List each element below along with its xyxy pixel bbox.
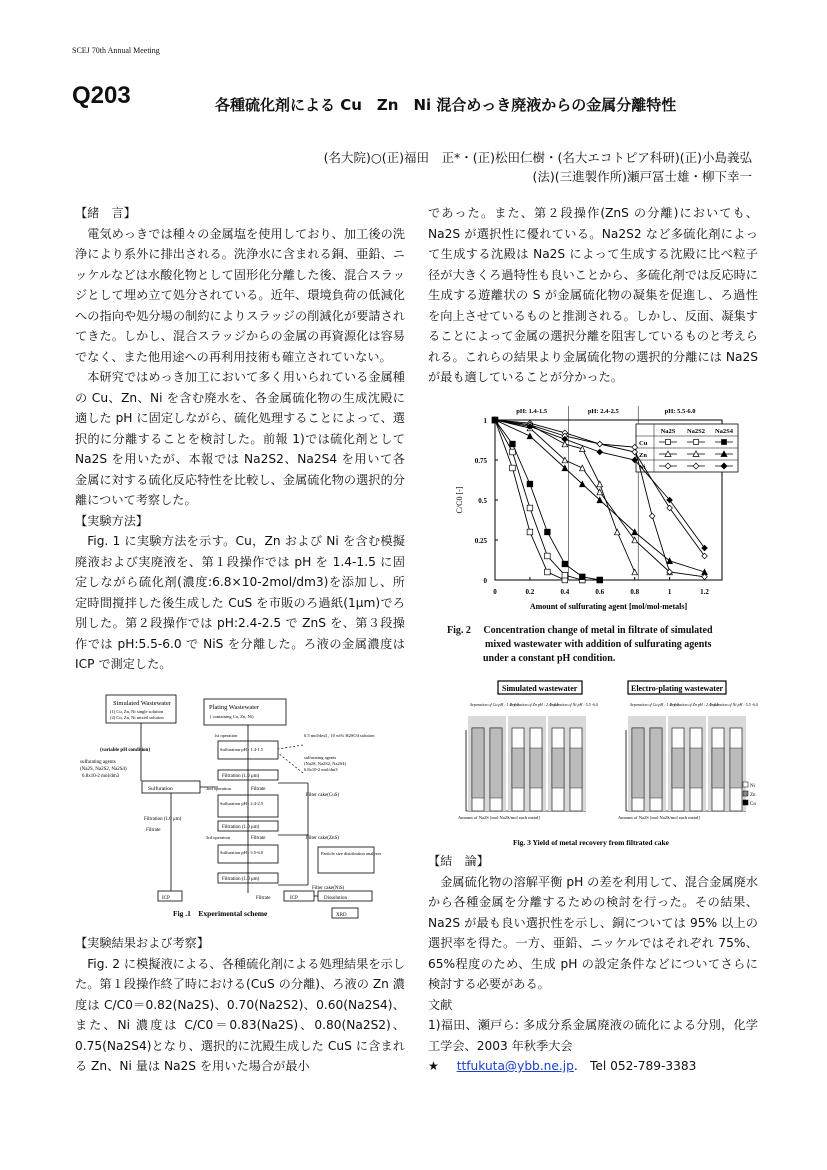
psd-label: Particle size distribution analyzer [321,851,382,856]
fig3-bar-segment [512,748,524,788]
fig3-xlabel-2: Amount of Na2S [mol Na2S/mol each metal] [618,815,700,820]
fig2-point [562,572,568,578]
fig2-legend-marker [694,440,699,445]
fig2-point [580,574,586,580]
intro-paragraph-2: 本研究ではめっき加工において多く用いられている金属種の Cu、Zn、Ni を含む廃水を、各金属硫化物の生成沈殿に適した pH に固定しながら、硫化処理することによって、選択的に分離することを検討した。前報 1)では硫化剤として Na2S を用いたが、本報では Na2S2、Na2S4 を用いて各金属に対する硫化反応特性を比較し、金属硫化物の選択的分離について考察した。 [75,370,405,507]
fig2-point [527,433,533,439]
right-column [428,203,758,388]
fig2-legend-row: Ni [639,464,646,471]
fig2-point [632,569,638,575]
fig2-ytick-label: 0.25 [474,537,487,545]
figure-2-caption-line-2: mixed wastewater with addition of sulfurating agents [485,639,712,650]
contact-line [428,1056,758,1077]
fig2-xtick-label: 1 [667,588,672,596]
intro-paragraph-1: 電気めっきでは種々の金属塩を使用しており、加工後の洗浄により系外に排出される。洗浄水に含まれる銅、亜鉛、ニッケルなどは水酸化物として固形化分離した後、混合スラッジとして埋め立て処分されている。近年、環境負荷の低減化への指向や処分場の制約によりスラッジの削減化が要請されてきた。しかし、混合スラッジからの金属の再資源化は容易でなく、また他用途への再利用技術も確立されていない。 [75,226,405,364]
results-paragraph-1: Fig. 2 に模擬液による、各種硫化剤による処理結果を示した。第１段操作終了時における(CuS の分離)、ろ液の Zn 濃度は C/C0＝0.82(Na2S)、0.70(Na2S2)、0.60(Na2S4)、また、Ni 濃度は C/C0＝0.83(Na2S)、0.80(Na2S2)、0.75(Na2S4)となり、選択的に沈殿生成した CuS に含まれる Zn、Ni 量は Na2S を用いた場合が最小 [75,956,405,1073]
fig2-ytick-label: 0.5 [478,497,487,505]
fig2-point [614,529,620,535]
fig3-legend-swatch [743,782,748,787]
fig2-ytick-label: 1 [483,417,487,425]
fig2-point [597,449,603,455]
fig2-ph-label: pH: 2.4-2.5 [587,408,619,415]
fig3-bar-segment [650,728,662,798]
plating-wastewater-label: Plating Wastewater [209,704,260,711]
fig2-point [597,441,603,447]
figure-1-scheme [78,693,398,925]
fig2-point [510,449,516,455]
fig3-col-title: Separation of Ni pH : 5.5 -6.0 [550,702,598,707]
fig2-ytick-label: 0.75 [474,457,487,465]
fig3-bar-segment [570,748,582,788]
fig2-legend-row: Cu [639,440,648,447]
cake-zns-label: Filter cake(ZnS) [306,836,339,841]
email-link[interactable]: ttfukuta@ybb.ne.jp [456,1059,574,1073]
fig3-legend-label: Zn [750,793,756,798]
fig2-ytick-label: 0 [483,577,487,585]
meeting-header: SCEJ 70th Annual Meeting [72,46,160,55]
fig2-point [510,465,516,471]
xrd-label: XRD [336,913,347,918]
results-paragraph-2: であった。また、第２段操作(ZnS の分離)においても、Na2S が選択性に優れている。Na2S2 など多硫化剤によって生成する沈殿は Na2S によって生成する沈殿に比べ粒子径が大きくろ過特性も良いことから、多硫化剤では反応時に生成する遊離状の S が金属硫化物の凝集を促進し、ろ過性を向上させているものと推測される。しかし、反面、凝集することによって金属の選択分離を阻害しているものと考えられる。これらの結果より金属硫化物の選択的分離には Na2S が最も適していることが分かった。 [428,206,758,384]
fig2-legend-row: Zn [639,452,647,459]
fig3-bar-segment [632,728,644,798]
filtrate-label-left: Filtrate [146,828,161,833]
fig2-ph-label: pH: 5.5-6.0 [664,408,696,415]
sulf2-label: Sulfuration pH : 2.4-2.5 [220,801,264,806]
acid-label: 0.5 mol/dm3 , 10 wt% H2SO4 solution [304,733,375,738]
fig3-xlabel-1: Amount of Na2S [mol Na2S/mol each metal] [458,815,540,820]
fig3-panel-1-title: Simulated wastewater [502,684,578,693]
left-column [75,203,405,675]
agents-right-list: (Na2S, Na2S2, Na2S4) [304,761,346,766]
method-paragraph: Fig. 1 に実験方法を示す。Cu，Zn および Ni を含む模擬廃液および実廃液を、第１段操作では pH を 1.4-1.5 に固定しながら硫化剤(濃度:6.8×10-2mol/dm3)を添加し、所定時間撹拌した後生成した CuS を市販のろ過紙(1μm)でろ別した。第２段操作では pH:2.4-2.5 で ZnS を、第３段操作では pH:5.5-6.0 で NiS を分離した。ろ液の金属濃度は ICP で測定した。 [75,534,405,671]
fig2-point [580,446,586,452]
filtration-label-left: Filtration (1.0 μm) [144,817,182,822]
icp-label-left: ICP [162,896,170,901]
fig2-legend-column: Na2S2 [686,428,706,435]
fig3-bar-segment [690,748,702,788]
star-icon: ★ [428,1059,439,1073]
fig2-xtick-label: 0.6 [595,588,605,596]
filtrate-label-2: Filtrate [251,836,266,841]
conclusion-heading: 【結 論】 [428,854,489,868]
fig2-xtick-label: 0.4 [560,588,570,596]
intro-heading: 【緒 言】 [75,206,136,220]
fig3-col-title: Separation of Zn pH : 2.4 -2.5 [510,702,559,707]
conclusion-paragraph: 金属硫化物の溶解平衡 pH の差を利用して、混合金属廃水から各種金属を分離するための検討を行った。その結果、Na2S が最も良い選択性を示し、銅については 95% 以上の選択率を得た。一方、亜鉛、ニッケルではそれぞれ 75%、65%程度のため、生成 pH の設定条件などについてさらに検討する必要がある。 [428,874,758,991]
fig3-bar-segment [712,748,724,788]
fig2-point [545,529,551,535]
figure-3-caption: Fig. 3 Yield of metal recovery from filtrated cake [513,838,669,847]
fig3-bar-segment [530,748,542,788]
fig2-legend-column: Na2S [660,428,676,435]
dissolution-label: Dissolution [324,896,348,901]
author-line-1: (名大院)○(正)福田 正*・(正)松田仁樹・(名大エコトピア科研)(正)小島義弘 [323,150,752,165]
figure-2-caption-line-3: under a constant pH condition. [483,653,616,664]
plating-sub-label: ( containing Cu, Zn, Ni) [210,714,254,719]
fig2-point [580,465,586,471]
figure-1-caption: Fig .1 Experimental scheme [173,909,268,918]
fig2-point [545,553,551,559]
fig3-bar-segment [552,748,564,788]
fig3-legend-label: Cu [750,802,756,807]
reference-1: 1)福田、瀬戸ら: 多成分系金属廃液の硫化による分別，化学工学会、2003 年秋季大会 [428,1018,758,1053]
conclusion-section [428,851,758,1077]
cake-nis-label: Filter cake(NiS) [312,886,345,891]
simulated-line-2: (2) Cu, Zn, Ni mixed solution [110,715,164,720]
filtration-label-2: Filtration (1.0 μm) [222,825,260,830]
fig3-legend-swatch [743,791,748,796]
results-section [75,933,405,1077]
fig2-point [527,481,533,487]
agents-conc-label: 6.8x10-2 mol/dm3 [82,774,120,779]
fig2-ph-label: pH: 1.4-1.5 [516,408,548,415]
fig3-legend-swatch [743,800,748,805]
icp-label-right: ICP [290,896,298,901]
fig3-bar-segment [490,728,502,798]
fig2-xtick-label: 0 [493,588,497,596]
fig2-legend-marker [666,440,671,445]
paper-title: 各種硫化剤による Cu Zn Ni 混合めっき廃液からの金属分離特性 [215,96,677,114]
filtrate-label-1: Filtrate [251,787,266,792]
fig3-legend-label: Ni [750,784,755,789]
filtration-label-3: Filtration (1.0 μm) [222,877,260,882]
fig2-ylabel: C/C0 [-] [455,486,464,514]
author-line-2: (法)(三進製作所)瀬戸冨士雄・柳下幸一 [532,169,752,184]
fig2-legend-column: Na2S4 [714,428,734,435]
results-heading: 【実験結果および考察】 [75,936,210,950]
method-heading: 【実験方法】 [75,513,149,528]
fig3-col-title: Separation of Ni pH : 5.5 -6.0 [710,702,758,707]
cake-cus-label: Filter cake(CuS) [306,793,340,798]
op3-label: 3rd operation [206,835,231,840]
sulf1-label: Sulfuration pH : 1.4-1.5 [220,747,264,752]
paper-id: Q203 [72,82,131,109]
fig3-col-title: Separation of Cu pH : 1.4 -1.5 [470,702,519,707]
simulated-wastewater-label: Simulated Wastewater [113,700,172,707]
agents-right-conc: 6.8x10-2 mol/dm3 [304,767,338,772]
fig2-xtick-label: 1.2 [700,588,709,596]
fig3-col-title: Separation of Zn pH : 2.4 -2.5 [670,702,719,707]
figure-2-caption-line-1: Fig. 2 Concentration change of metal in filtrate of simulated [447,625,713,636]
author-block [324,148,752,186]
fig2-point [545,569,551,575]
variable-ph-label: (variable pH condition) [100,748,151,753]
op1-label: 1st operation [214,733,238,738]
fig3-bar-segment [672,748,684,788]
fig3-col-title: Separation of Cu pH : 1.4 -1.5 [630,702,679,707]
fig2-point [527,529,533,535]
fig2-xtick-label: 0.2 [525,588,535,596]
sulfurating-agents-label: sulfurating agents [80,760,116,765]
sulf3-label: Sulfuration pH : 5.5-6.0 [220,850,264,855]
references-heading: 文献 [428,997,453,1012]
filtrate-label-3: Filtrate [256,896,271,901]
fig2-xtick-label: 0.8 [630,588,640,596]
fig2-point [510,441,516,447]
fig3-bar-segment [730,748,742,788]
sulfuration-label: Sulfuration [148,786,173,792]
fig2-point [597,577,603,583]
filtration-label-1: Filtration (1.0 μm) [222,774,260,779]
fig2-point [562,561,568,567]
op2-label: 2nd operation [206,786,231,791]
agents-list-label: (Na2S, Na2S2, Na2S4) [80,767,127,772]
fig3-panel-2-title: Electro-plating wastewater [631,684,724,693]
simulated-line-1: (1) Cu, Zn, Ni single solution [110,709,164,714]
figure-2-chart [440,404,760,622]
fig2-legend-marker [722,440,727,445]
figure-3-chart [448,678,758,850]
figure-2-caption [447,624,767,666]
telephone: . Tel 052-789-3383 [573,1059,697,1073]
fig2-point [527,505,533,511]
agents-right-label: sulfurating agents [304,755,337,760]
fig2-point [597,481,603,487]
fig2-point [649,513,655,519]
fig3-bar-segment [472,728,484,798]
fig2-xlabel: Amount of sulfurating agent [mol/mol-metals] [529,602,688,611]
